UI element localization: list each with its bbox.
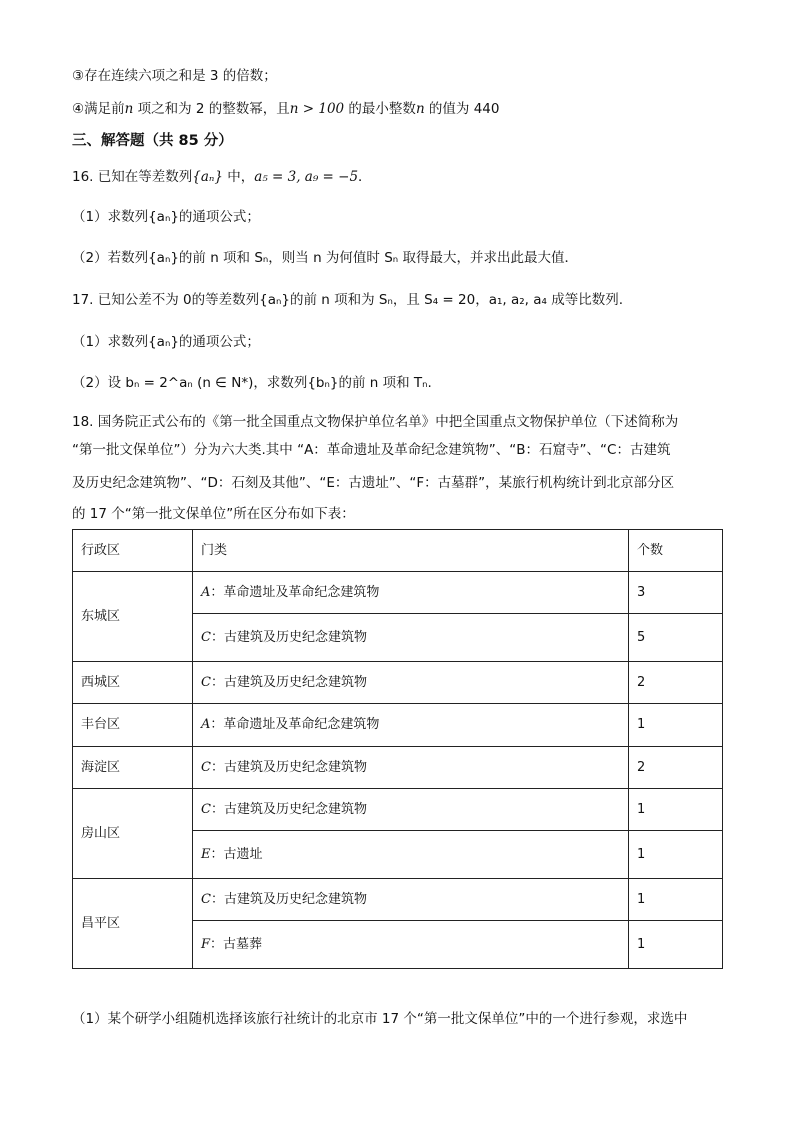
question-18-line-4: 的 17 个“第一批文保单位”所在区分布如下表： [72, 506, 355, 522]
district-cell: 昌平区 [73, 879, 193, 969]
question-18-line-3: 及历史纪念建筑物”、“D：石刻及其他”、“E：古遗址”、“F：古墓群”，某旅行机构统计到北京部分区 [72, 475, 675, 491]
category-cell [193, 614, 629, 662]
header-category: 门类 [193, 530, 629, 572]
question-17-stem: 17. 已知公差不为 0的等差数列{aₙ}的前 n 项和为 Sₙ，且 S₄ = 20，a₁, a₂, a₄ 成等比数列. [72, 292, 623, 308]
question-17-part-2: （2）设 bₙ = 2^aₙ (n ∈ N*)，求数列{bₙ}的前 n 项和 Tₙ. [72, 375, 432, 391]
category-text: ：古建筑及历史纪念建筑物 [210, 801, 367, 817]
statement-4 [72, 99, 500, 119]
category-text: ：古建筑及历史纪念建筑物 [210, 674, 367, 690]
question-16-part-1: （1）求数列{aₙ}的通项公式； [72, 209, 260, 225]
category-text: ：古建筑及历史纪念建筑物 [210, 629, 367, 645]
text: 项之和为 2 的整数幂，且 [133, 101, 290, 117]
count-cell: 1 [629, 921, 723, 969]
text: 的值为 440 [424, 101, 500, 117]
header-count: 个数 [629, 530, 723, 572]
category-cell [193, 879, 629, 921]
table-row [73, 789, 723, 831]
district-cell: 丰台区 [73, 704, 193, 747]
count-cell: 5 [629, 614, 723, 662]
text: ④满足前 [72, 101, 125, 117]
text: 的最小整数 [344, 101, 416, 117]
category-text: ：古建筑及历史纪念建筑物 [210, 891, 367, 907]
category-letter: C [201, 891, 211, 907]
category-letter: E [201, 846, 211, 862]
category-cell [193, 704, 629, 747]
category-letter: C [201, 629, 211, 645]
count-cell: 1 [629, 879, 723, 921]
district-cell: 东城区 [73, 572, 193, 662]
math-condition: n > 100 [289, 101, 345, 117]
count-cell: 1 [629, 831, 723, 879]
category-cell [193, 831, 629, 879]
category-letter: A [201, 584, 211, 600]
category-cell [193, 662, 629, 704]
count-cell: 3 [629, 572, 723, 614]
question-17-part-1: （1）求数列{aₙ}的通项公式； [72, 334, 260, 350]
category-cell [193, 921, 629, 969]
category-letter: F [201, 936, 211, 952]
heritage-sites-table [72, 529, 723, 969]
category-cell [193, 789, 629, 831]
question-18-line-2: “第一批文保单位”）分为六大类.其中 “A：革命遗址及革命纪念建筑物”、“B：石窟寺”、“C：古建筑 [72, 442, 671, 458]
count-cell: 2 [629, 747, 723, 789]
table-row [73, 747, 723, 789]
category-text: ：古建筑及历史纪念建筑物 [210, 759, 367, 775]
math-n: n [124, 101, 134, 117]
count-cell: 1 [629, 704, 723, 747]
table-row [73, 704, 723, 747]
category-letter: C [201, 674, 211, 690]
district-cell: 海淀区 [73, 747, 193, 789]
header-district: 行政区 [73, 530, 193, 572]
text: ． [358, 169, 372, 185]
statement-3: ③存在连续六项之和是 3 的倍数； [72, 68, 277, 84]
district-cell: 西城区 [73, 662, 193, 704]
math-sequence: {aₙ} [192, 169, 223, 185]
category-text: ：革命遗址及革命纪念建筑物 [210, 584, 380, 600]
category-text: ：古墓葬 [210, 936, 263, 952]
category-text: ：古遗址 [210, 846, 263, 862]
category-letter: C [201, 759, 211, 775]
category-cell [193, 572, 629, 614]
table-row [73, 572, 723, 614]
category-letter: C [201, 801, 211, 817]
district-cell: 房山区 [73, 789, 193, 879]
category-text: ：革命遗址及革命纪念建筑物 [210, 717, 380, 732]
count-cell: 2 [629, 662, 723, 704]
question-16-part-2: （2）若数列{aₙ}的前 n 项和 Sₙ，则当 n 为何值时 Sₙ 取得最大，并求出此最大值． [72, 250, 578, 266]
table-row [73, 879, 723, 921]
text: 16. 已知在等差数列 [72, 169, 193, 185]
question-16-stem [72, 167, 372, 187]
math-given: a₅ = 3, a₉ = −5 [254, 169, 359, 185]
text: 中， [222, 169, 255, 185]
math-n: n [415, 101, 425, 117]
table-row [73, 662, 723, 704]
section-title: 三、解答题（共 85 分） [72, 133, 233, 149]
question-18-part-1: （1）某个研学小组随机选择该旅行社统计的北京市 17 个“第一批文保单位”中的一个进行参观，求选中 [72, 1011, 688, 1027]
table-header-row [73, 530, 723, 572]
category-letter: A [201, 717, 211, 732]
count-cell: 1 [629, 789, 723, 831]
question-18-line-1: 18. 国务院正式公布的《第一批全国重点文物保护单位名单》中把全国重点文物保护单位（下述简称为 [72, 414, 679, 430]
category-cell [193, 747, 629, 789]
